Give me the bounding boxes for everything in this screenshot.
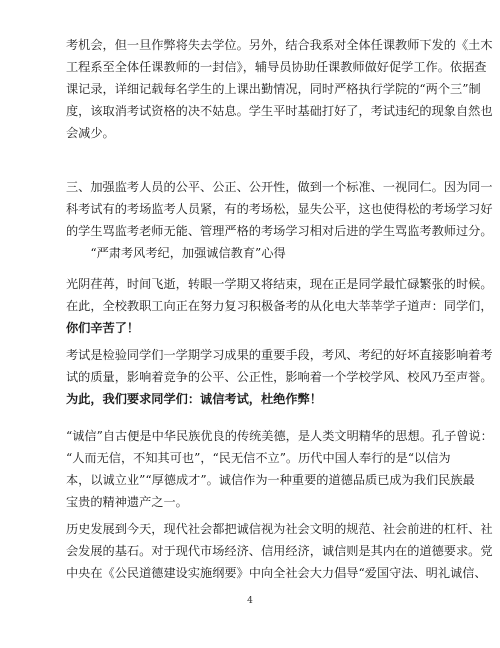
page-number: 4 bbox=[247, 596, 253, 606]
section-heading: “严肃考风考纪，加强诚信教育”心得 bbox=[66, 246, 286, 260]
text-line: 考试是检验同学们一学期学习成果的重要手段，考风、考纪的好坏直接影响着考 bbox=[66, 348, 493, 362]
text-line: 工程系至全体任课教师的一封信》，辅导员协助任课教师做好促学工作。依据查 bbox=[66, 60, 487, 74]
text-line: 课记录，详细记载每名学生的上课出勤情况，同时严格执行学院的“两个三”制 bbox=[66, 82, 481, 96]
text-line: “人而无信，不知其可也”，“民无信不立”。历代中国人奉行的是“以信为 bbox=[66, 451, 451, 465]
text-line: 会发展的基石。对于现代市场经济、信用经济，诚信则是其内在的道德要求。党 bbox=[66, 544, 493, 558]
text-line: 度，该取消考试资格的决不姑息。学生平时基础打好了，考试违纪的现象自然也 bbox=[66, 104, 493, 118]
text-line: 考机会，但一旦作弊将失去学位。另外，结合我系对全体任课教师下发的《土木 bbox=[66, 38, 493, 52]
paragraph-4 bbox=[66, 344, 493, 410]
paragraph-3 bbox=[66, 273, 493, 339]
text-line: 会减少。 bbox=[66, 126, 115, 140]
text-line: 为此，我们要求同学们：诚信考试，杜绝作弊！ bbox=[66, 392, 322, 406]
text-line: 光阴荏苒，时间飞逝，转眼一学期又将结束，现在正是同学最忙碌繁张的时候。 bbox=[66, 277, 493, 291]
text-line: 宝贵的精神遗产之一。 bbox=[66, 495, 188, 509]
text-line: 历史发展到今天，现代社会都把诚信视为社会文明的规范、社会前进的杠杆、社 bbox=[66, 522, 493, 536]
text-line: 中央在《公民道德建设实施纲要》中向全社会大力倡导“爱国守法、明礼诚信、 bbox=[66, 566, 487, 580]
paragraph-2 bbox=[66, 176, 493, 264]
paragraph-5 bbox=[66, 425, 493, 513]
text-line: 试的质量，影响着竞争的公平、公正性，影响着一个学校学风、校风乃至声誉。 bbox=[66, 370, 493, 384]
text-line: 在此，全校教职工向正在努力复习积极备考的从化电大莘莘学子道声：同学们， bbox=[66, 299, 493, 313]
text-line: 的学生骂监考老师无能、管理严格的考场学习相对后进的学生骂监考教师过分。 bbox=[66, 224, 493, 238]
paragraph-6 bbox=[66, 518, 493, 584]
text-line: 三、加强监考人员的公平、公正、公开性，做到一个标准、一视同仁。因为同一 bbox=[66, 180, 493, 194]
paragraph-1 bbox=[66, 34, 493, 144]
text-line: 科考试有的考场监考人员紧，有的考场松，显失公平，这也使得松的考场学习好 bbox=[66, 202, 493, 216]
text-line: “诚信”自古便是中华民族优良的传统美德，是人类文明精华的思想。孔子曾说： bbox=[66, 429, 493, 443]
text-line: 你们辛苦了！ bbox=[66, 321, 140, 335]
text-line: 本，以诚立业”“厚德成才”。诚信作为一种重要的道德品质已成为我们民族最 bbox=[66, 473, 475, 487]
